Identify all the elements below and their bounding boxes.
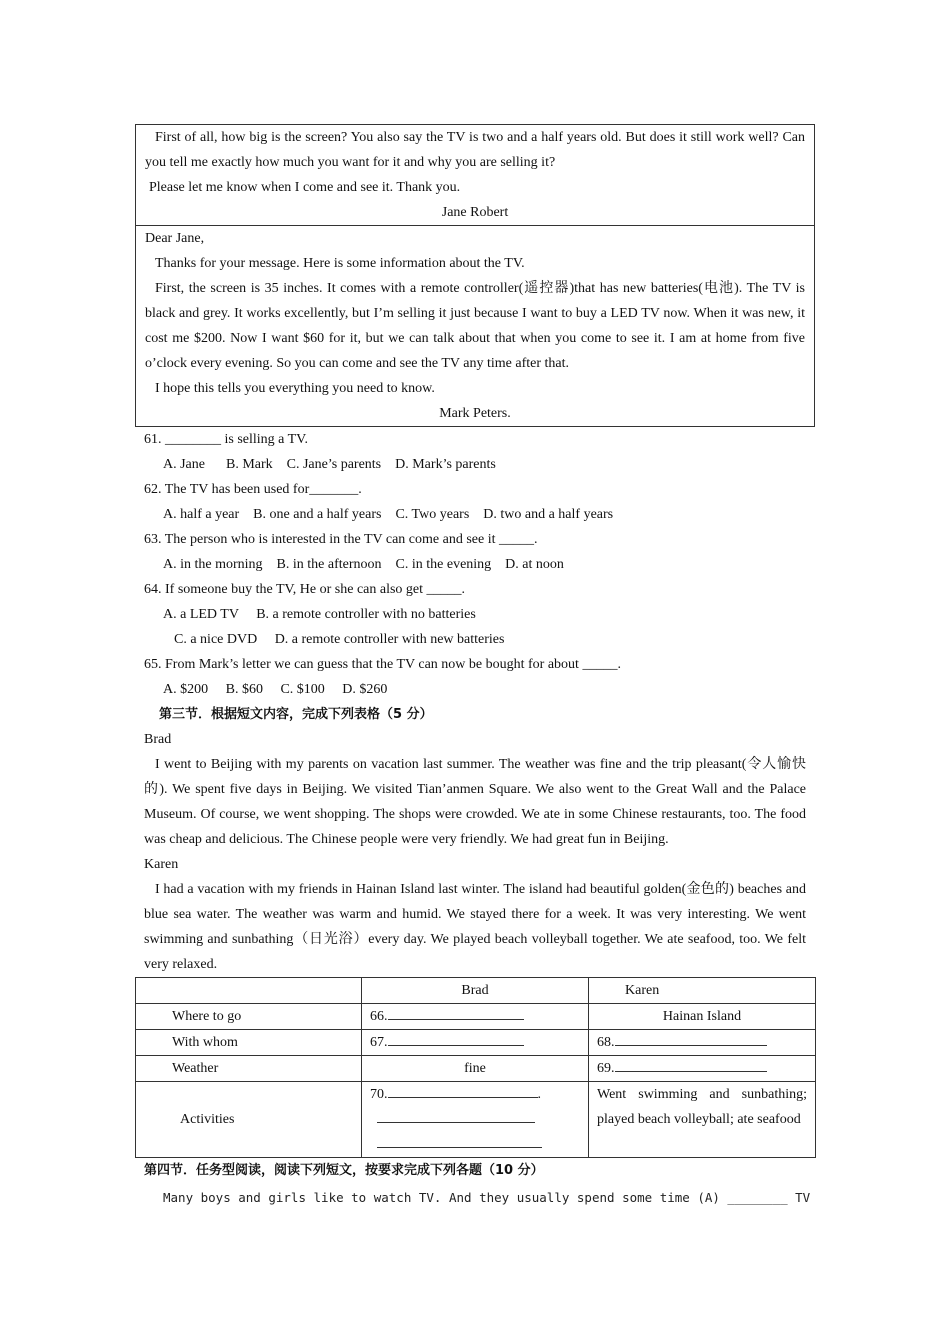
question-stem: 64. If someone buy the TV, He or she can also get _____. — [144, 582, 466, 597]
letter-jane-para1: First of all, how big is the screen? You also say the TV is two and a half years old. But does it still work well? Can you tell me exactly how much you want for it and why you are selling it? — [145, 130, 805, 170]
answer-line[interactable] — [377, 1107, 535, 1123]
letter-mark-greeting: Dear Jane, — [145, 231, 205, 246]
letter-mark-para2: First, the screen is 35 inches. It comes with a remote controller(遥控器)that has new batteries(电池). The TV is black and grey. It works excellently, but I’m selling it just because I want to buy a LED TV now. When it was new, it cost me $200. Now I want $60 for it, but we can talk about that when you come to see it. I am at home from five o’clock every evening. So you can come and see the TV any time after that. — [145, 281, 805, 371]
brad-name: Brad — [144, 732, 172, 747]
blank-66[interactable] — [362, 1004, 589, 1030]
table-cell: Hainan Island — [589, 1004, 816, 1030]
table-header-cell: Karen — [589, 978, 816, 1004]
letter-mark-para1: Thanks for your message. Here is some information about the TV. — [155, 256, 525, 271]
letter-mark-signature: Mark Peters. — [439, 406, 511, 421]
question-stem: 65. From Mark’s letter we can guess that the TV can now be bought for about _____. — [144, 657, 621, 672]
table-header-cell: Brad — [362, 978, 589, 1004]
row-label: With whom — [136, 1030, 362, 1056]
question-options: A. half a year B. one and a half years C. Two years D. two and a half years — [163, 507, 614, 522]
brad-passage — [135, 727, 815, 977]
section4-text: Many boys and girls like to watch TV. And they usually spend some time (A) ________ TV — [163, 1190, 811, 1205]
question-stem: 62. The TV has been used for_______. — [144, 482, 362, 497]
blank-number: 70. — [370, 1087, 388, 1102]
question-options: A. Jane B. Mark C. Jane’s parents D. Mark’s parents — [163, 457, 496, 472]
table-header-cell — [136, 978, 362, 1004]
letter-jane — [135, 124, 815, 226]
question-options: C. a nice DVD D. a remote controller with new batteries — [174, 632, 505, 647]
blank-69[interactable] — [589, 1056, 816, 1082]
question-options: A. $200 B. $60 C. $100 D. $260 — [163, 682, 388, 697]
blank-end: . — [537, 1087, 541, 1102]
question-65 — [135, 652, 815, 702]
question-64 — [135, 577, 815, 652]
row-label: Weather — [136, 1056, 362, 1082]
answer-line[interactable] — [615, 1030, 767, 1046]
section4-heading: 第四节．任务型阅读，阅读下列短文，按要求完成下列各题（10 分） — [144, 1163, 544, 1178]
answer-line[interactable] — [388, 1030, 524, 1046]
table-cell: fine — [362, 1056, 589, 1082]
question-63 — [135, 527, 815, 577]
question-options: A. in the morning B. in the afternoon C. in the evening D. at noon — [163, 557, 564, 572]
question-list — [135, 427, 815, 702]
answer-line[interactable] — [615, 1056, 767, 1072]
row-label: Activities — [136, 1082, 362, 1158]
blank-number: 68. — [597, 1035, 615, 1050]
answer-line[interactable] — [377, 1132, 542, 1148]
question-options: A. a LED TV B. a remote controller with no batteries — [163, 607, 476, 622]
answer-line[interactable] — [388, 1082, 538, 1098]
row-label: Where to go — [136, 1004, 362, 1030]
table-cell: Went swimming and sunbathing; played beach volleyball; ate seafood — [589, 1082, 816, 1158]
table-row — [136, 1056, 816, 1082]
letter-mark — [135, 226, 815, 427]
blank-68[interactable] — [589, 1030, 816, 1056]
blank-number: 66. — [370, 1009, 388, 1024]
blank-70[interactable] — [362, 1082, 589, 1158]
brad-text: I went to Beijing with my parents on vacation last summer. The weather was fine and the trip pleasant(令人愉快的). We spent five days in Beijing. We visited Tian’anmen Square. We also went to the Great Wall and the Palace Museum. Of course, we went shopping. The shops were crowded. We ate in some Chinese restaurants, too. The food was cheap and delicious. The Chinese people were very friendly. We had great fun in Beijing. — [144, 757, 806, 847]
table-header-row — [136, 978, 816, 1004]
question-61 — [135, 427, 815, 477]
answer-table — [135, 977, 816, 1158]
karen-text: I had a vacation with my friends in Hainan Island last winter. The island had beautiful golden(金色的) beaches and blue sea water. The weather was warm and humid. We stayed there for a week. It was very interesting. We went swimming and sunbathing（日光浴）every day. We played beach volleyball together. We ate seafood, too. We felt very relaxed. — [144, 882, 806, 972]
table-row — [136, 1004, 816, 1030]
answer-line[interactable] — [388, 1004, 524, 1020]
table-row — [136, 1082, 816, 1158]
section3-heading: 第三节．根据短文内容，完成下列表格（5 分） — [159, 707, 433, 722]
letter-jane-para2: Please let me know when I come and see it. Thank you. — [149, 180, 461, 195]
table-row — [136, 1030, 816, 1056]
letter-jane-signature: Jane Robert — [441, 205, 509, 220]
exam-page — [135, 124, 815, 1211]
letter-mark-para3: I hope this tells you everything you need to know. — [155, 381, 435, 396]
question-stem: 61. ________ is selling a TV. — [144, 432, 308, 447]
blank-67[interactable] — [362, 1030, 589, 1056]
question-stem: 63. The person who is interested in the TV can come and see it _____. — [144, 532, 538, 547]
question-62 — [135, 477, 815, 527]
blank-number: 69. — [597, 1061, 615, 1076]
karen-name: Karen — [144, 857, 179, 872]
blank-number: 67. — [370, 1035, 388, 1050]
